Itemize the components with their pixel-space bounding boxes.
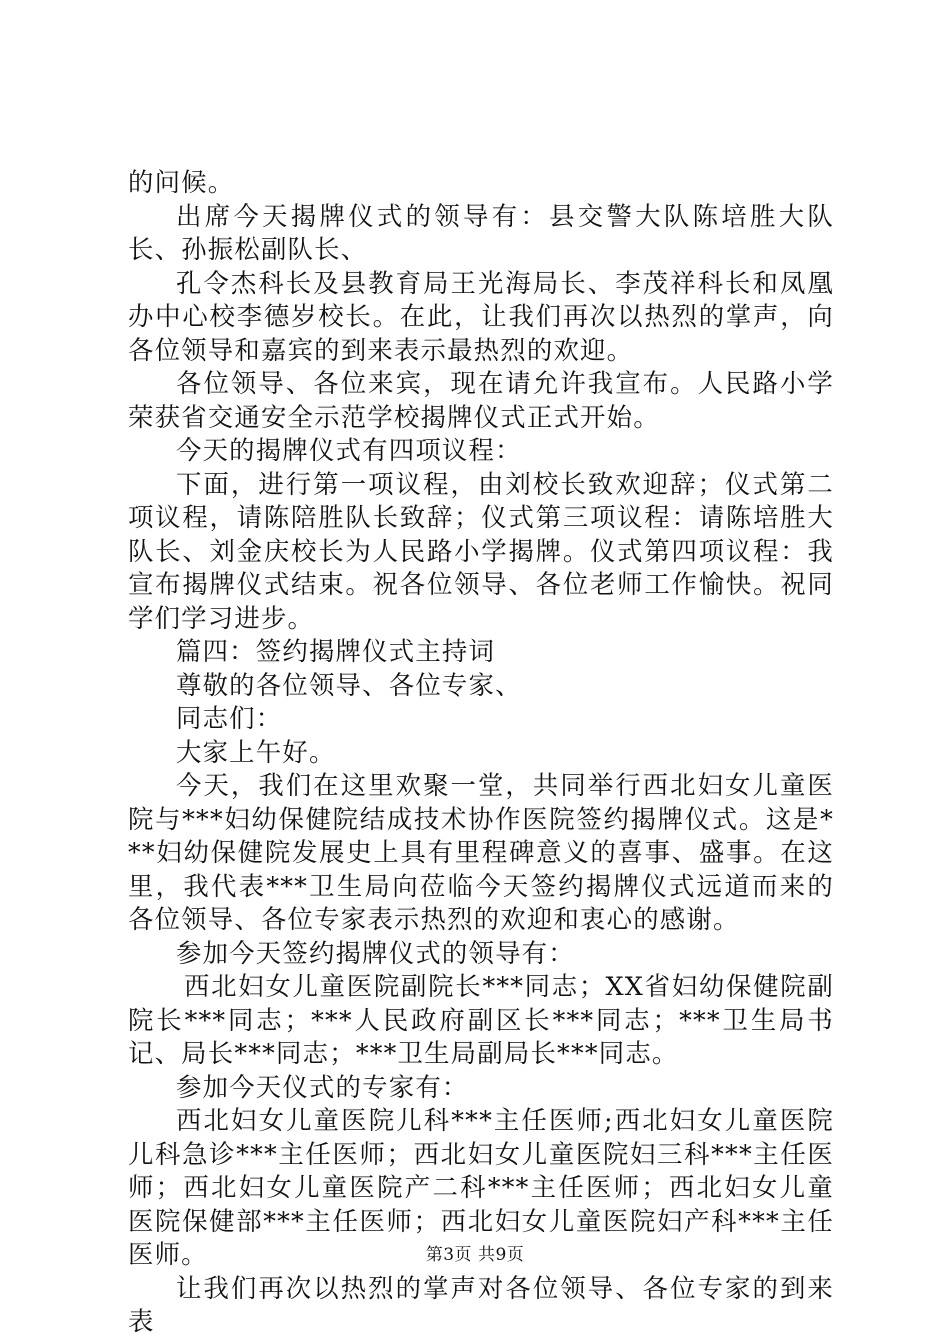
- paragraph: 今天的揭牌仪式有四项议程：: [176, 435, 522, 465]
- paragraph: 的问候。: [128, 167, 235, 197]
- paragraph: 西北妇女儿童医院副院长***同志；XX省妇幼保健院副院长***同志；***人民政府副区长***同志；***卫生局书记、局长***同志；***卫生局副局长***同志。: [128, 971, 834, 1068]
- paragraph: 参加今天仪式的专家有：: [176, 1071, 469, 1102]
- greeting: 大家上午好。: [176, 736, 336, 767]
- paragraph: 参加今天签约揭牌仪式的领导有：: [176, 937, 575, 968]
- paragraph: 出席今天揭牌仪式的领导有：县交警大队陈培胜大队长、孙振松副队长、: [128, 200, 834, 264]
- salutation: 同志们：: [176, 703, 283, 733]
- page-number: 第3页 共9页: [425, 1245, 525, 1265]
- paragraph: 孔令杰科长及县教育局王光海局长、李茂祥科长和凤凰办中心校李德岁校长。在此，让我们再次以热烈的掌声，向各位领导和嘉宾的到来表示最热烈的欢迎。: [128, 267, 834, 365]
- section-heading: 篇四：签约揭牌仪式主持词: [176, 636, 496, 666]
- document-body: [128, 166, 834, 1339]
- paragraph: 下面，进行第一项议程，由刘校长致欢迎辞；仪式第二项议程，请陈陪胜队长致辞；仪式第三项议程：请陈培胜大队长、刘金庆校长为人民路小学揭牌。仪式第四项议程：我宣布揭牌仪式结束。祝各位领导、各位老师工作愉快。祝同学们学习进步。: [128, 468, 834, 633]
- paragraph: 西北妇女儿童医院儿科***主任医师;西北妇女儿童医院儿科急诊***主任医师；西北妇女儿童医院妇三科***主任医师；西北妇女儿童医院产二科***主任医师；西北妇女儿童医院保健部***主任医师；西北妇女儿童医院妇产科***主任医师。: [128, 1105, 834, 1269]
- paragraph: 让我们再次以热烈的掌声对各位领导、各位专家的到来表: [128, 1272, 834, 1336]
- paragraph: 各位领导、各位来宾，现在请允许我宣布。人民路小学荣获省交通安全示范学校揭牌仪式正式开始。: [128, 368, 834, 432]
- salutation: 尊敬的各位领导、各位专家、: [176, 669, 522, 700]
- paragraph: 今天，我们在这里欢聚一堂，共同举行西北妇女儿童医院与***妇幼保健院结成技术协作医院签约揭牌仪式。这是***妇幼保健院发展史上具有里程碑意义的喜事、盛事。在这里，我代表***卫生局向莅临今天签约揭牌仪式远道而来的各位领导、各位专家表示热烈的欢迎和衷心的感谢。: [128, 770, 834, 934]
